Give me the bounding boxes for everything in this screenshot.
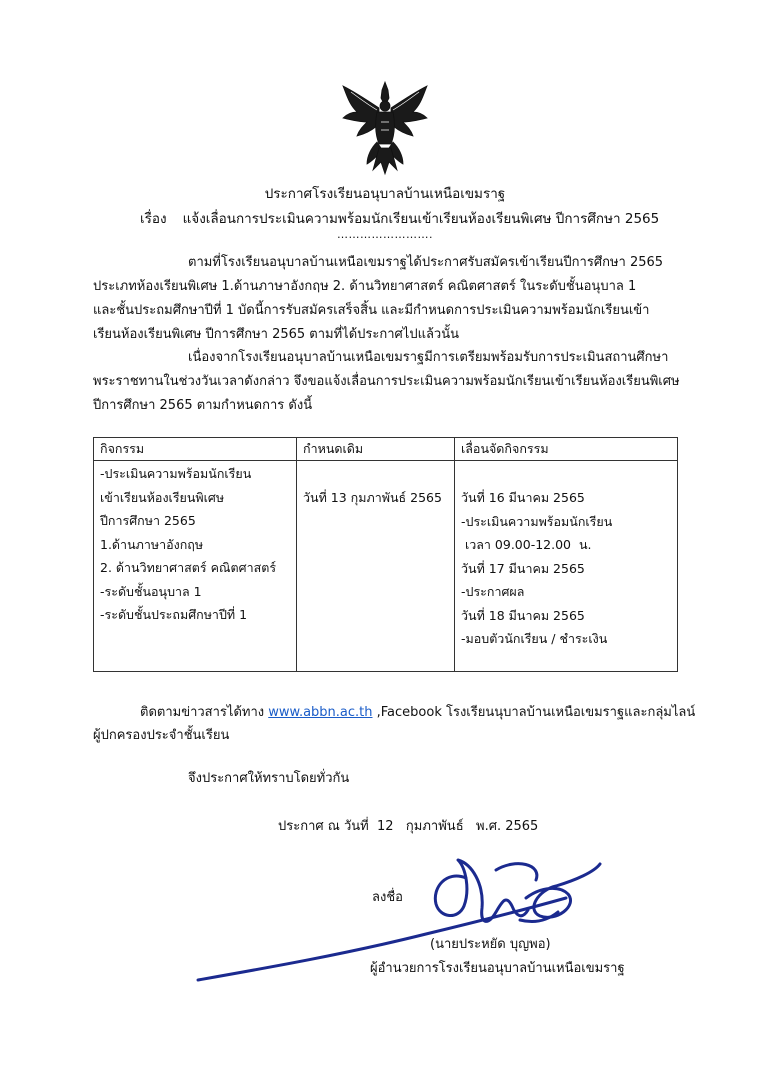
rescheduled-line: -ประเมินความพร้อมนักเรียน (461, 513, 613, 529)
schedule-table (93, 437, 678, 672)
activity-line: 2. ด้านวิทยาศาสตร์ คณิตศาสตร์ (100, 560, 277, 575)
activity-line: เข้าเรียนห้องเรียนพิเศษ (100, 489, 225, 505)
header-activity: กิจกรรม (94, 438, 297, 461)
closing-text: จึงประกาศให้ทราบโดยทั่วกัน (188, 771, 350, 786)
original-date: วันที่ 13 กุมภาพันธ์ 2565 (303, 490, 442, 505)
garuda-emblem (337, 78, 433, 178)
activity-cell (94, 461, 297, 672)
activity-line: -ประเมินความพร้อมนักเรียน (100, 466, 252, 481)
follow-line (140, 701, 695, 725)
para1-line4: เรียนห้องเรียนพิเศษ ปีการศึกษา 2565 ตามที่ได้ประกาศไปแล้วนั้น (93, 327, 460, 342)
rescheduled-line: -ประกาศผล (461, 584, 525, 599)
rescheduled-line: วันที่ 16 มีนาคม 2565 (461, 490, 585, 505)
website-link[interactable]: www.abbn.ac.th (268, 705, 373, 720)
original-date-cell (297, 461, 455, 672)
rescheduled-line: วันที่ 18 มีนาคม 2565 (461, 607, 585, 623)
para2-line3: ปีการศึกษา 2565 ตามกำหนดการ ดังนี้ (93, 398, 313, 413)
activity-line: 1.ด้านภาษาอังกฤษ (100, 536, 204, 552)
follow-line2: ผู้ปกครองประจำชั้นเรียน (93, 728, 230, 743)
signer-position: ผู้อำนวยการโรงเรียนอนุบาลบ้านเหนือเขมราฐ (370, 961, 625, 976)
subject-text: แจ้งเลื่อนการประเมินความพร้อมนักเรียนเข้าเรียนห้องเรียนพิเศษ ปีการศึกษา 2565 (182, 211, 660, 227)
table-row (94, 461, 678, 672)
follow-prefix: ติดตามข่าวสารได้ทาง (140, 705, 269, 720)
activity-line: -ระดับชั้นอนุบาล 1 (100, 583, 202, 599)
rescheduled-line: วันที่ 17 มีนาคม 2565 (461, 560, 585, 576)
rescheduled-cell (455, 461, 678, 672)
activity-line: -ระดับชั้นประถมศึกษาปีที่ 1 (100, 607, 248, 622)
para2-line2: พระราชทานในช่วงวันเวลาดังกล่าว จึงขอแจ้งเลื่อนการประเมินความพร้อมนักเรียนเข้าเรียนห้องเรียนพิเศษ (93, 374, 680, 389)
header-rescheduled: เลื่อนจัดกิจกรรม (455, 438, 678, 461)
header-original-date: กำหนดเดิม (297, 438, 455, 461)
separator-dots: ……………………. (337, 228, 433, 241)
subject-label: เรื่อง (140, 211, 167, 227)
date-line: ประกาศ ณ วันที่ 12 กุมภาพันธ์ พ.ศ. 2565 (278, 819, 539, 834)
signer-name: (นายประหยัด บุญพอ) (430, 937, 551, 952)
activity-line: ปีการศึกษา 2565 (100, 513, 196, 528)
announcement-title: ประกาศโรงเรียนอนุบาลบ้านเหนือเขมราฐ (264, 186, 506, 202)
rescheduled-line: -มอบตัวนักเรียน / ชำระเงิน (461, 631, 608, 646)
subject-line (140, 207, 659, 229)
signature-label: ลงชื่อ (372, 890, 403, 905)
para1-line1: ตามที่โรงเรียนอนุบาลบ้านเหนือเขมราฐได้ประกาศรับสมัครเข้าเรียนปีการศึกษา 2565 (188, 255, 664, 270)
para2-line1: เนื่องจากโรงเรียนอนุบาลบ้านเหนือเขมราฐมีการเตรียมพร้อมรับการประเมินสถานศึกษา (188, 350, 669, 365)
para1-line2: ประเภทห้องเรียนพิเศษ 1.ด้านภาษาอังกฤษ 2. ด้านวิทยาศาสตร์ คณิตศาสตร์ ในระดับชั้นอนุบาล 1 (93, 279, 637, 294)
rescheduled-line: เวลา 09.00-12.00 น. (461, 537, 592, 552)
follow-suffix: ,Facebook โรงเรียนนุบาลบ้านเหนือเขมราฐและกลุ่มไลน์ (372, 705, 696, 720)
table-header-row (94, 438, 678, 461)
para1-line3: และชั้นประถมศึกษาปีที่ 1 บัดนี้การรับสมัครเสร็จสิ้น และมีกำหนดการประเมินความพร้อมนักเรียนเข้า (93, 303, 650, 318)
